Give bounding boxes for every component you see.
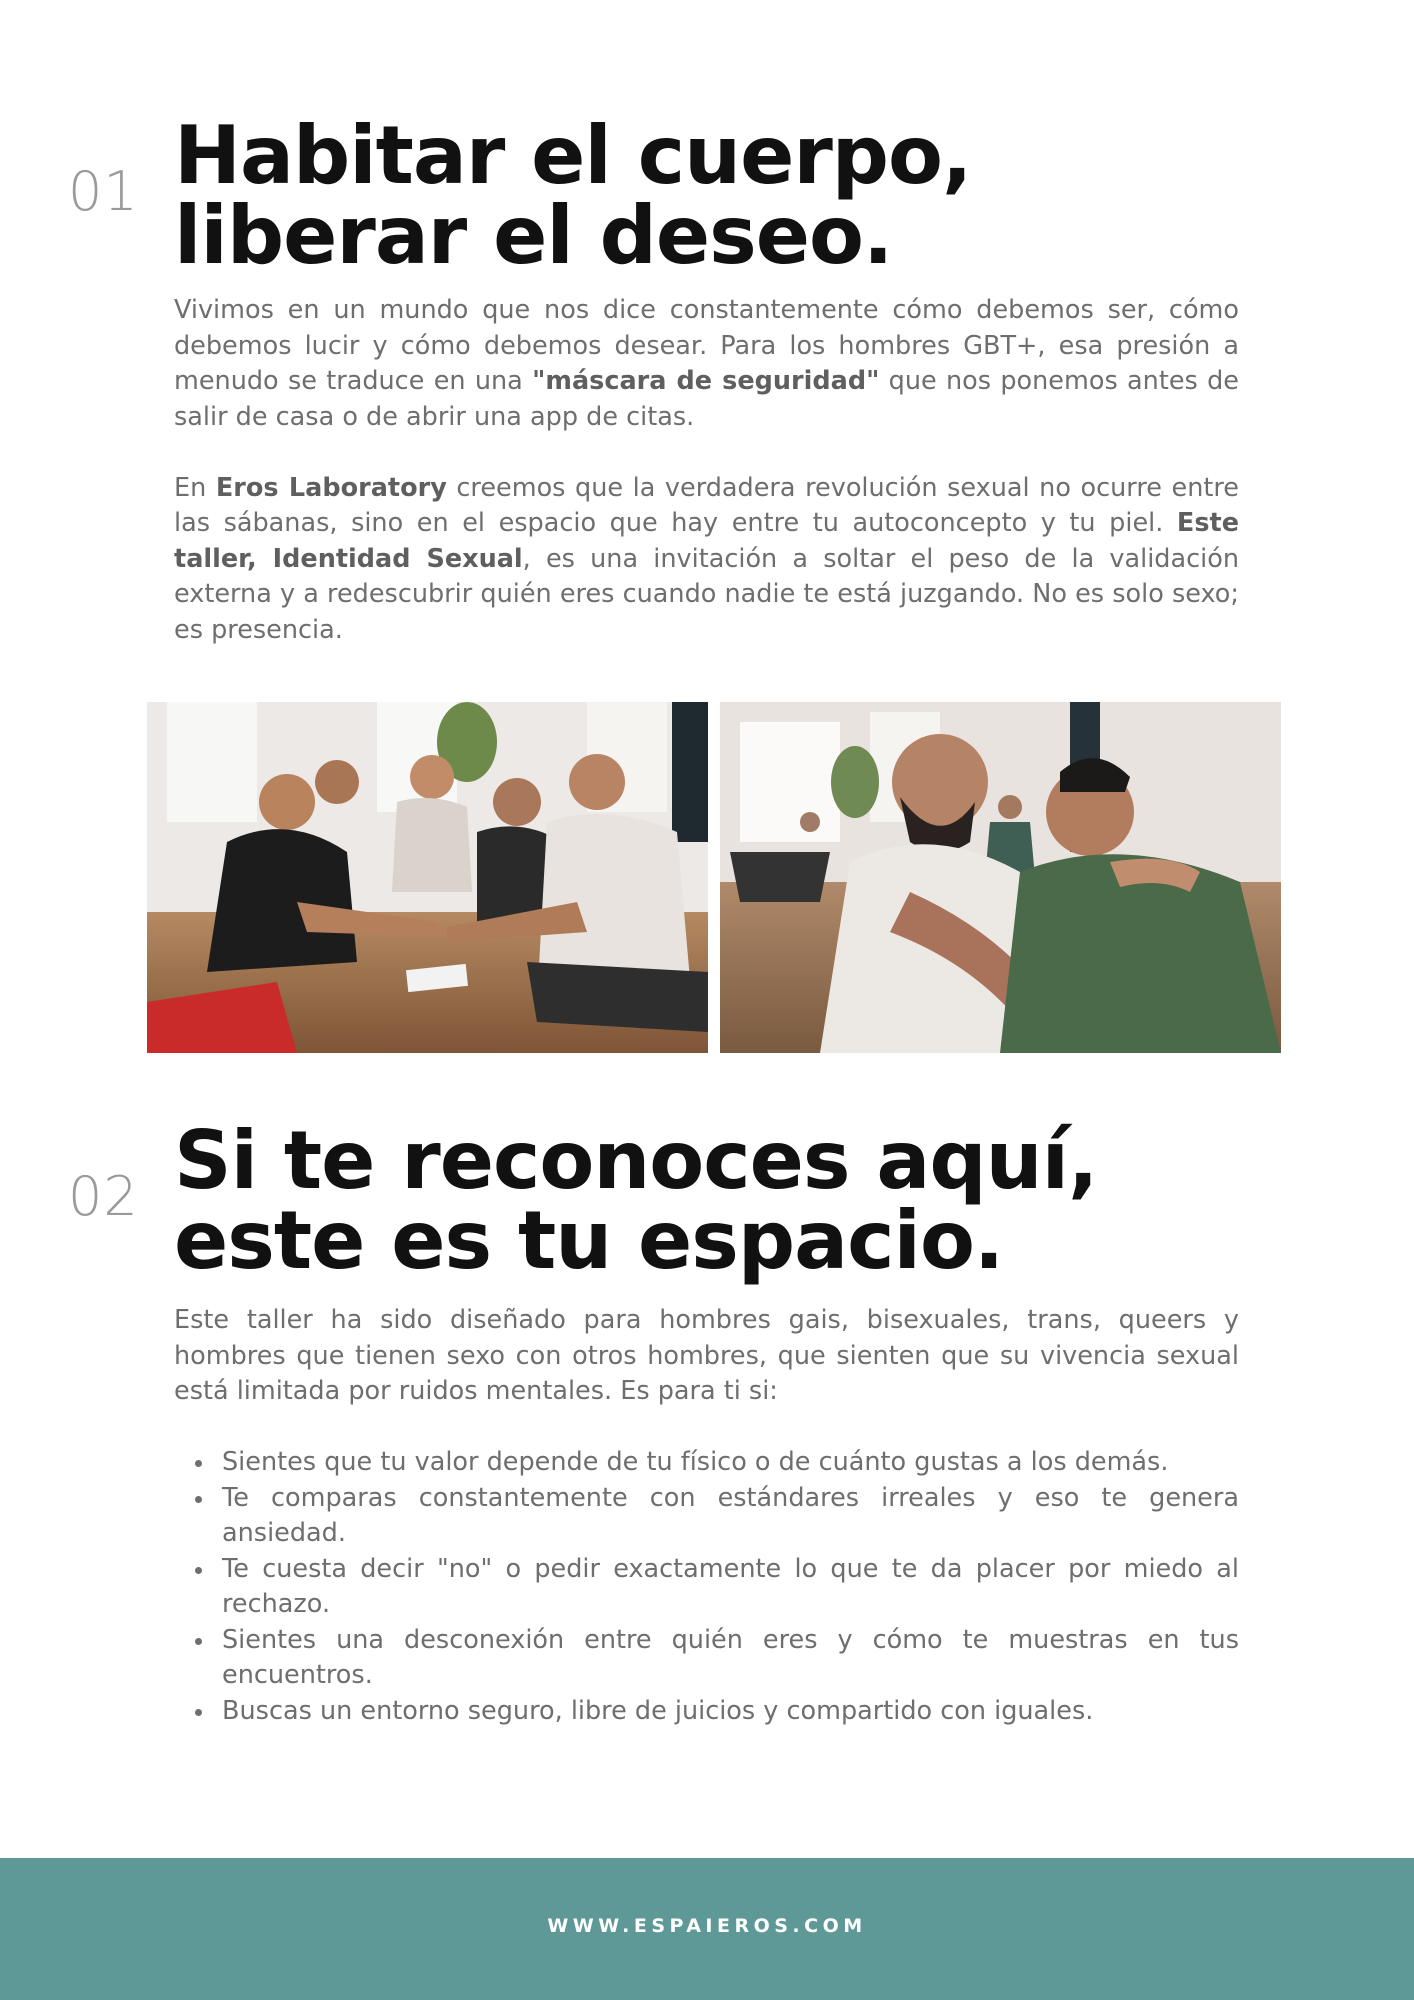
section-2-title-line-1: Si te reconoces aquí, [174,1114,1098,1207]
footer-website-link[interactable]: WWW.ESPAIEROS.COM [547,1915,867,1937]
photo-two-men-shoulder-image [720,702,1281,1053]
list-item: Sientes una desconexión entre quién eres y cómo te muestras en tus encuentros. [222,1623,1239,1694]
paragraph-2-bold-brand: Eros Laboratory [215,472,447,503]
paragraph-2-text: En [174,472,216,503]
section-1-title-line-1: Habitar el cuerpo, [174,109,972,202]
paragraph-1-bold-mask: "máscara de seguridad" [532,366,880,396]
paragraph-2-bold-workshop: Este taller, Identidad Sexual [174,508,1239,574]
section-number-02: 02 [68,1165,139,1228]
photo-row [147,702,1281,1053]
section-1-title [174,109,972,282]
paragraph-1-text: Vivimos en un mundo que nos dice constantemente cómo debemos ser, cómo debemos lucir y cómo debemos desear. Para los hombres GBT+, esa presión a menudo se traduce en una [174,295,1239,396]
list-item: Sientes que tu valor depende de tu físico o de cuánto gustas a los demás. [222,1445,1239,1481]
list-item: Buscas un entorno seguro, libre de juicios y compartido con iguales. [222,1694,1239,1730]
section-2-title-line-2: este es tu espacio. [174,1194,1004,1287]
section-1-paragraph-1 [174,293,1239,435]
audience-list [174,1445,1239,1729]
section-1-body [174,293,1239,648]
footer [0,1858,1414,2000]
paragraph-2-text: , es una invitación a soltar el peso de la validación externa y a redescubrir quién eres cuando nadie te está juzgando. No es solo sexo; es presencia. [174,543,1239,645]
section-2-title [174,1114,1098,1287]
list-item: Te cuesta decir "no" o pedir exactamente lo que te da placer por miedo al rechazo. [222,1552,1239,1623]
photo-group-circle-hands-image [147,702,708,1053]
section-1-title-line-2: liberar el deseo. [174,189,893,282]
section-2-body [174,1303,1239,1729]
list-item: Te comparas constantemente con estándares irreales y eso te genera ansiedad. [222,1481,1239,1552]
section-1-paragraph-2 [174,471,1239,649]
paragraph-2-text: creemos que la verdadera revolución sexual no ocurre entre las sábanas, sino en el espacio que hay entre tu autoconcepto y tu piel. [174,472,1239,538]
paragraph-1-text: que nos ponemos antes de salir de casa o de abrir una app de citas. [174,366,1239,432]
photo-two-men-shoulder [720,702,1281,1053]
section-2-intro: Este taller ha sido diseñado para hombres gais, bisexuales, trans, queers y hombres que tienen sexo con otros hombres, que sienten que su vivencia sexual está limitada por ruidos mentales. Es para ti si: [174,1305,1239,1406]
section-number-01: 01 [68,160,139,223]
photo-group-circle-hands [147,702,708,1053]
